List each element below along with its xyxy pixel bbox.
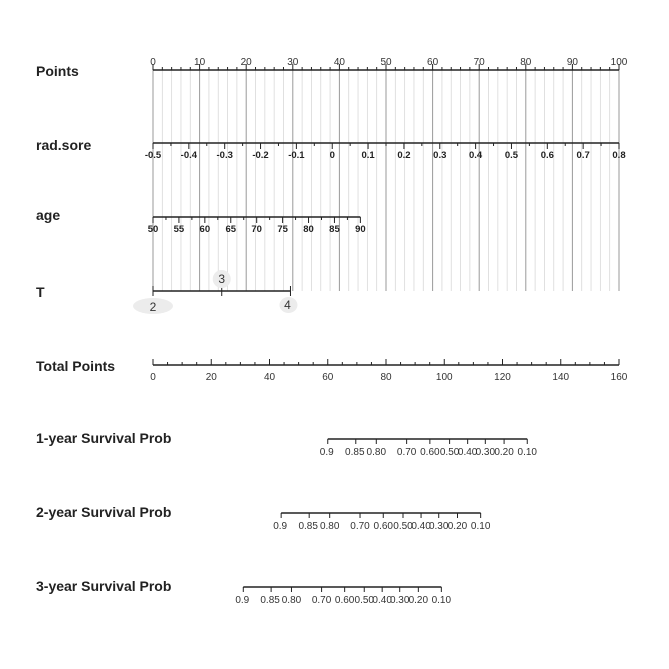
- total-tick-label: 60: [322, 372, 334, 383]
- surv2-tick-label: 0.20: [447, 521, 468, 532]
- row-label-surv1: 1-year Survival Prob: [36, 430, 172, 446]
- surv2-tick-label: 0.30: [428, 521, 449, 532]
- points-tick-label: 70: [473, 57, 485, 68]
- age-tick-label: 85: [329, 224, 340, 235]
- rad-tick-label: 0: [329, 150, 335, 161]
- surv1-tick-label: 0.85: [345, 447, 365, 458]
- surv2-tick-label: 0.80: [319, 521, 340, 532]
- total-tick-label: 120: [494, 372, 511, 383]
- surv1-tick-label: 0.80: [366, 447, 387, 458]
- points-tick-label: 50: [380, 57, 392, 68]
- total-tick-label: 100: [435, 372, 453, 383]
- age-tick-label: 60: [199, 224, 211, 235]
- row-label-age: age: [36, 207, 61, 223]
- points-tick-label: 0: [150, 57, 156, 68]
- rad-tick-label: 0.3: [433, 150, 447, 161]
- surv3-tick-label: 0.85: [260, 595, 280, 606]
- age-tick-label: 55: [173, 224, 185, 235]
- rad-tick-label: 0.8: [612, 150, 626, 161]
- total-tick-label: 20: [205, 372, 217, 383]
- surv3-tick-label: 0.40: [372, 595, 392, 606]
- points-tick-label: 30: [287, 57, 299, 68]
- rad-tick-label: -0.2: [252, 150, 269, 161]
- rad-tick-label: 0.5: [504, 150, 519, 161]
- row-label-t: T: [36, 284, 45, 300]
- rad-tick-label: 0.6: [540, 150, 554, 161]
- surv1-tick-label: 0.9: [319, 447, 334, 458]
- total-tick-label: 80: [380, 372, 392, 383]
- points-tick-label: 20: [240, 57, 252, 68]
- surv2-tick-label: 0.9: [273, 521, 288, 532]
- rad-tick-label: -0.5: [144, 150, 162, 161]
- surv1-tick-label: 0.10: [517, 447, 537, 458]
- row-label-surv2: 2-year Survival Prob: [36, 504, 172, 520]
- rad-tick-label: 0.2: [397, 150, 411, 161]
- surv3-tick-label: 0.70: [311, 595, 332, 606]
- total-tick-label: 140: [552, 372, 570, 383]
- total-tick-label: 160: [610, 372, 628, 383]
- age-tick-label: 65: [225, 224, 237, 235]
- surv3-tick-label: 0.10: [431, 595, 452, 606]
- age-tick-label: 90: [355, 224, 366, 235]
- points-tick-label: 90: [566, 57, 578, 68]
- age-tick-label: 80: [303, 224, 314, 235]
- surv2-tick-label: 0.60: [373, 521, 393, 532]
- row-label-points: Points: [36, 63, 79, 79]
- age-tick-label: 75: [277, 224, 288, 235]
- surv2-tick-label: 0.85: [298, 521, 318, 532]
- row-label-total: Total Points: [36, 358, 116, 374]
- points-tick-label: 80: [520, 57, 532, 68]
- points-tick-label: 40: [333, 57, 345, 68]
- surv3-tick-label: 0.50: [354, 595, 374, 606]
- surv2-tick-label: 0.40: [411, 521, 431, 532]
- points-tick-label: 60: [427, 57, 439, 68]
- surv1-tick-label: 0.60: [420, 447, 440, 458]
- row-label-surv3: 3-year Survival Prob: [36, 578, 172, 594]
- surv3-tick-label: 0.60: [334, 595, 355, 606]
- points-tick-label: 10: [194, 57, 206, 68]
- rad-tick-label: 0.4: [469, 150, 483, 161]
- surv2-tick-label: 0.50: [393, 521, 413, 532]
- surv3-tick-label: 0.30: [389, 595, 410, 606]
- t-tick-label: 2: [149, 300, 157, 314]
- total-tick-label: 0: [150, 372, 156, 383]
- row-label-rad: rad.sore: [36, 137, 92, 153]
- t-tick-label: 3: [218, 272, 226, 286]
- rad-tick-label: -0.3: [216, 150, 233, 161]
- rad-tick-label: -0.1: [288, 150, 305, 161]
- surv2-tick-label: 0.10: [470, 521, 491, 532]
- age-tick-label: 50: [147, 224, 159, 235]
- rad-tick-label: 0.7: [576, 150, 590, 161]
- surv3-tick-label: 0.80: [281, 595, 302, 606]
- surv1-tick-label: 0.20: [494, 447, 514, 458]
- t-tick-label: 4: [284, 298, 291, 312]
- surv2-tick-label: 0.70: [350, 521, 370, 532]
- rad-tick-label: 0.1: [361, 150, 375, 161]
- age-tick-label: 70: [251, 224, 262, 235]
- surv1-tick-label: 0.30: [475, 447, 496, 458]
- points-tick-label: 100: [610, 57, 628, 68]
- surv3-tick-label: 0.9: [235, 595, 250, 606]
- rad-tick-label: -0.4: [180, 150, 198, 161]
- surv1-tick-label: 0.50: [439, 447, 460, 458]
- total-tick-label: 40: [263, 372, 276, 383]
- surv1-tick-label: 0.70: [396, 447, 417, 458]
- surv3-tick-label: 0.20: [408, 595, 429, 606]
- surv1-tick-label: 0.40: [457, 447, 478, 458]
